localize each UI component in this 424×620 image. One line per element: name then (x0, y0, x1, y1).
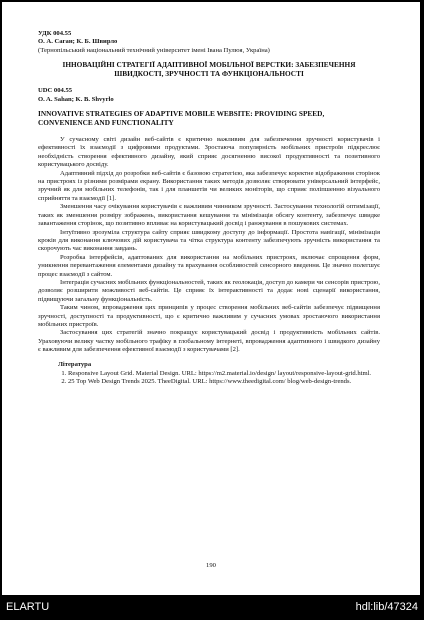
paragraph: Зменшення часу очікування користувачів є важливим чинником зручності. Застосування технологій оптимізації, таких як зменшення розміру зображень, використання кешування та мінімізація обсягу контенту, забезпечує швидке завантаження сторінок, що позитивно впливає на користувацький досвід і ранжування в пошукових системах. (38, 203, 380, 228)
paragraph: Інтеграція сучасних мобільних функціональностей, таких як геолокація, доступ до камери чи сенсорів пристрою, дозволяє розширити можливості веб-сайтів. Це сприяє їх інтерактивності та додає нові сценарії використання, підвищуючи загальну функціональність. (38, 278, 380, 303)
footer-bar (0, 595, 424, 620)
reference-item: 1. Responsive Layout Grid. Material Design. URL: https://m2.material.io/design/ layout/responsive-layout-grid.html. (68, 370, 380, 378)
udc-ukr: УДК 004.55 (38, 30, 72, 37)
title-eng: INNOVATIVE STRATEGIES OF ADAPTIVE MOBILE WEBSITE: PROVIDING SPEED, CONVENIENCE AND FUNCTIONALITY (38, 109, 325, 128)
paragraph: У сучасному світі дизайн веб-сайтів є критично важливим для забезпечення зручності користувачів і ефективності їх взаємодії з цифровими продуктами. Зростаюча популярність мобільних пристроїв підкреслює необхідність створення ефективного дизайну, який сприяє досягненню високої продуктивності та позитивного користувацького досвіду. (38, 136, 380, 169)
repository-name: ELARTU (6, 601, 50, 613)
title-ukr: ІННОВАЦІЙНІ СТРАТЕГІЇ АДАПТИВНОЇ МОБІЛЬНОЇ ВЕРСТКИ: ЗАБЕЗПЕЧЕННЯ ШВИДКОСТІ, ЗРУЧНОСТІ ТА ФУНКЦІОНАЛЬНОСТІ (62, 60, 356, 79)
paragraph: Застосування цих стратегій значно покращує користувацький досвід і продуктивність мобільних сайтів. Ураховуючи велику частку мобільного трафіку в глобальному інтернеті, впровадження адаптивного і швидкого дизайну є важливим для забезпечення ефективної взаємодії з користувачами [2]. (38, 329, 380, 354)
authors-eng: O. A. Sahan; K. B. Shvyrlo (38, 95, 114, 103)
paragraph: Розробка інтерфейсів, адаптованих для використання на мобільних пристроях, включає спрощення форм, уникнення перевантаження елементами дизайну та врахування особливостей сенсорного введення. Це значно полегшує процес взаємодії з сайтом. (38, 253, 380, 278)
paragraph: Адаптивний підхід до розробки веб-сайтів є базовою стратегією, яка забезпечує коректне відображення сторінок на пристроях із різними розмірами екрану. Використання таких методів дозволяє створювати універсальний інтерфейс, зручний як для мобільних телефонів, так і для планшетів чи великих моніторів, що сприяє поліпшенню візуального сприйняття та взаємодії [1]. (38, 169, 380, 202)
references-list (38, 370, 380, 387)
reference-item: 2. 25 Top Web Design Trends 2025. TheeDigital. URL: https://www.theedigital.com/ blog/web-design-trends. (68, 378, 380, 386)
document-page (2, 2, 420, 595)
paragraph: Інтуїтивно зрозуміла структура сайту сприяє швидкому доступу до інформації. Простота навігації, мінімізація кроків для виконання ключових дій користувача та чітка структура контенту забезпечують зручність використання та скорочують час виконання завдань. (38, 228, 380, 253)
paragraph: Таким чином, впровадження цих принципів у процес створення мобільних веб-сайтів забезпечує підвищення зручності, доступності та продуктивності, що є критично важливим у сучасних умовах зростаючого використання мобільних пристроїв. (38, 304, 380, 328)
page-number: 190 (206, 562, 216, 569)
affiliation-ukr: (Тернопільський національний технічний університет імені Івана Пулюя, Україна) (38, 46, 270, 54)
authors-ukr: О. А. Саган; К. Б. Швирло (38, 38, 118, 46)
handle-id: hdl:lib/47324 (355, 601, 418, 613)
udc-eng: UDC 004.55 (38, 87, 73, 95)
references-heading: Література (58, 360, 92, 368)
